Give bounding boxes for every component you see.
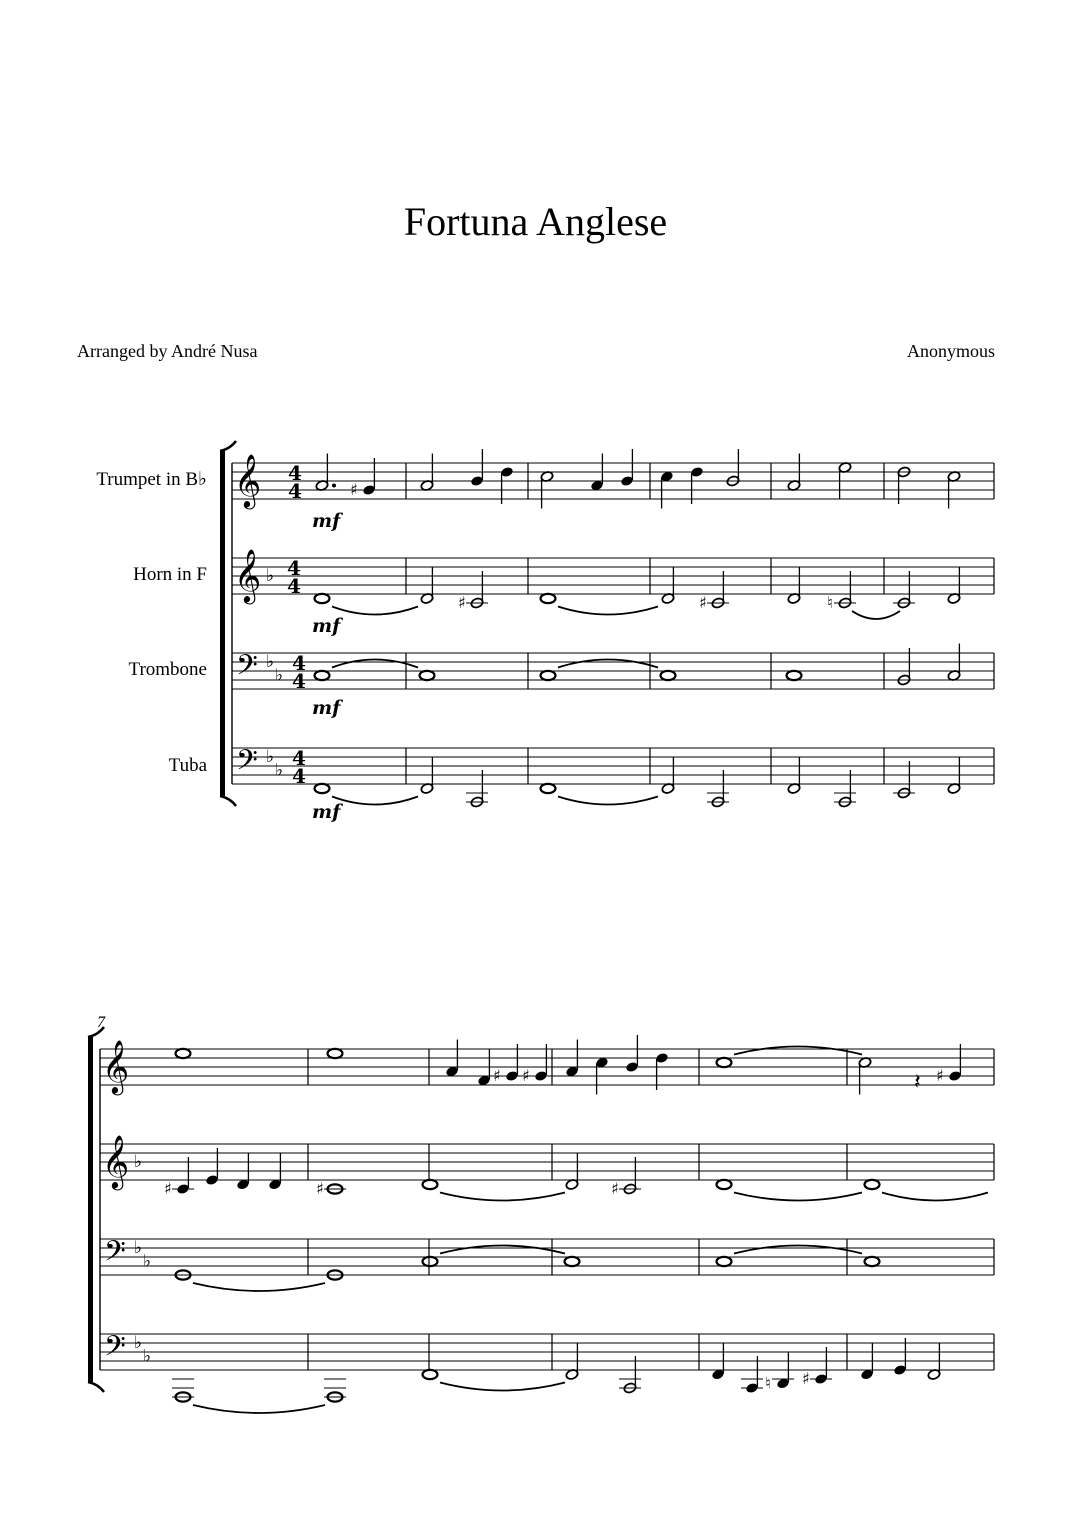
time-signature-top: 4 [292, 746, 306, 770]
tie [558, 607, 658, 615]
whole-note [420, 671, 435, 680]
whole-note [176, 1049, 191, 1058]
whole-note [717, 1058, 732, 1067]
bracket-hook [88, 1382, 104, 1392]
time-signature-top: 4 [292, 651, 306, 675]
whole-note [865, 1180, 880, 1189]
bracket-hook [220, 796, 236, 806]
tie [882, 1193, 988, 1201]
sharp-icon: ♯ [936, 1066, 944, 1085]
sharp-icon: ♯ [522, 1066, 530, 1085]
bass-clef-icon: 𝄢 [104, 1235, 126, 1275]
whole-note [315, 671, 330, 680]
tie [734, 1047, 862, 1055]
whole-note [661, 671, 676, 680]
whole-note [541, 671, 556, 680]
time-signature-bottom: 4 [287, 574, 301, 598]
whole-note [565, 1257, 580, 1266]
flat-icon: ♭ [134, 1238, 143, 1258]
flat-icon: ♭ [143, 1346, 152, 1367]
augmentation-dot [332, 484, 336, 488]
sharp-icon: ♯ [316, 1179, 324, 1198]
measure-number-system-2: 7 [97, 1014, 105, 1031]
tie [558, 797, 658, 805]
system-bracket [220, 451, 225, 796]
treble-clef-icon: 𝄞 [102, 1134, 130, 1188]
whole-note [315, 784, 330, 793]
whole-note [541, 784, 556, 793]
treble-clef-icon: 𝄞 [234, 548, 262, 602]
sharp-icon: ♯ [493, 1066, 501, 1085]
tie [734, 1246, 862, 1254]
dynamic-mf: mf [312, 697, 341, 719]
bracket-hook [220, 441, 236, 451]
score-title: Fortuna Anglese [403, 199, 668, 244]
whole-note [717, 1257, 732, 1266]
sharp-icon: ♯ [458, 593, 466, 612]
tie [440, 1383, 565, 1391]
bracket-hook [88, 1027, 104, 1037]
instrument-label-tuba: Tuba [168, 755, 207, 776]
flat-icon: ♭ [275, 665, 284, 686]
whole-note [423, 1370, 438, 1379]
instrument-label-horn: Horn in F [133, 564, 207, 585]
whole-note [423, 1257, 438, 1266]
quarter-rest-icon: 𝄽 [914, 1070, 921, 1095]
instrument-label-trumpet: Trumpet in B♭ [96, 469, 207, 490]
tie [332, 660, 418, 668]
tie [558, 660, 658, 668]
sharp-icon: ♯ [802, 1369, 810, 1388]
tie [193, 1405, 325, 1413]
sharp-icon: ♯ [699, 593, 707, 612]
dynamic-mf: mf [312, 801, 341, 823]
tie [852, 611, 900, 619]
tie [193, 1283, 325, 1291]
whole-note [865, 1257, 880, 1266]
time-signature-bottom: 4 [292, 669, 306, 693]
tie [734, 1193, 862, 1201]
bass-clef-icon: 𝄢 [236, 744, 258, 784]
tie [332, 797, 418, 805]
bass-clef-icon: 𝄢 [104, 1330, 126, 1370]
instrument-label-trombone: Trombone [128, 659, 207, 680]
tie [440, 1193, 565, 1201]
whole-note [315, 594, 330, 603]
flat-icon: ♭ [134, 1333, 143, 1353]
dynamic-mf: mf [312, 510, 341, 532]
flat-icon: ♭ [266, 747, 275, 767]
sharp-icon: ♯ [350, 480, 358, 499]
time-signature-top: 4 [288, 461, 302, 485]
arranger-credit: Arranged by André Nusa [77, 341, 258, 361]
time-signature-top: 4 [287, 556, 301, 580]
bass-clef-icon: 𝄢 [236, 649, 258, 689]
whole-note [717, 1180, 732, 1189]
dynamic-mf: mf [312, 615, 341, 637]
flat-icon: ♭ [143, 1251, 152, 1272]
flat-icon: ♭ [266, 652, 275, 672]
tie [332, 607, 418, 615]
whole-note [423, 1180, 438, 1189]
treble-clef-icon: 𝄞 [102, 1039, 130, 1093]
treble-clef-icon: 𝄞 [234, 453, 262, 507]
tie [440, 1246, 565, 1254]
whole-note [328, 1049, 343, 1058]
time-signature-bottom: 4 [292, 764, 306, 788]
flat-icon: ♭ [275, 760, 284, 781]
natural-icon: ♮ [765, 1373, 771, 1393]
whole-note [787, 671, 802, 680]
sharp-icon: ♯ [164, 1179, 172, 1198]
system-bracket [88, 1037, 93, 1382]
flat-icon: ♭ [266, 566, 275, 586]
natural-icon: ♮ [827, 593, 833, 612]
composer-credit: Anonymous [906, 341, 995, 361]
flat-icon: ♭ [134, 1152, 143, 1172]
time-signature-bottom: 4 [288, 479, 302, 503]
whole-note [541, 594, 556, 603]
sharp-icon: ♯ [611, 1179, 619, 1198]
